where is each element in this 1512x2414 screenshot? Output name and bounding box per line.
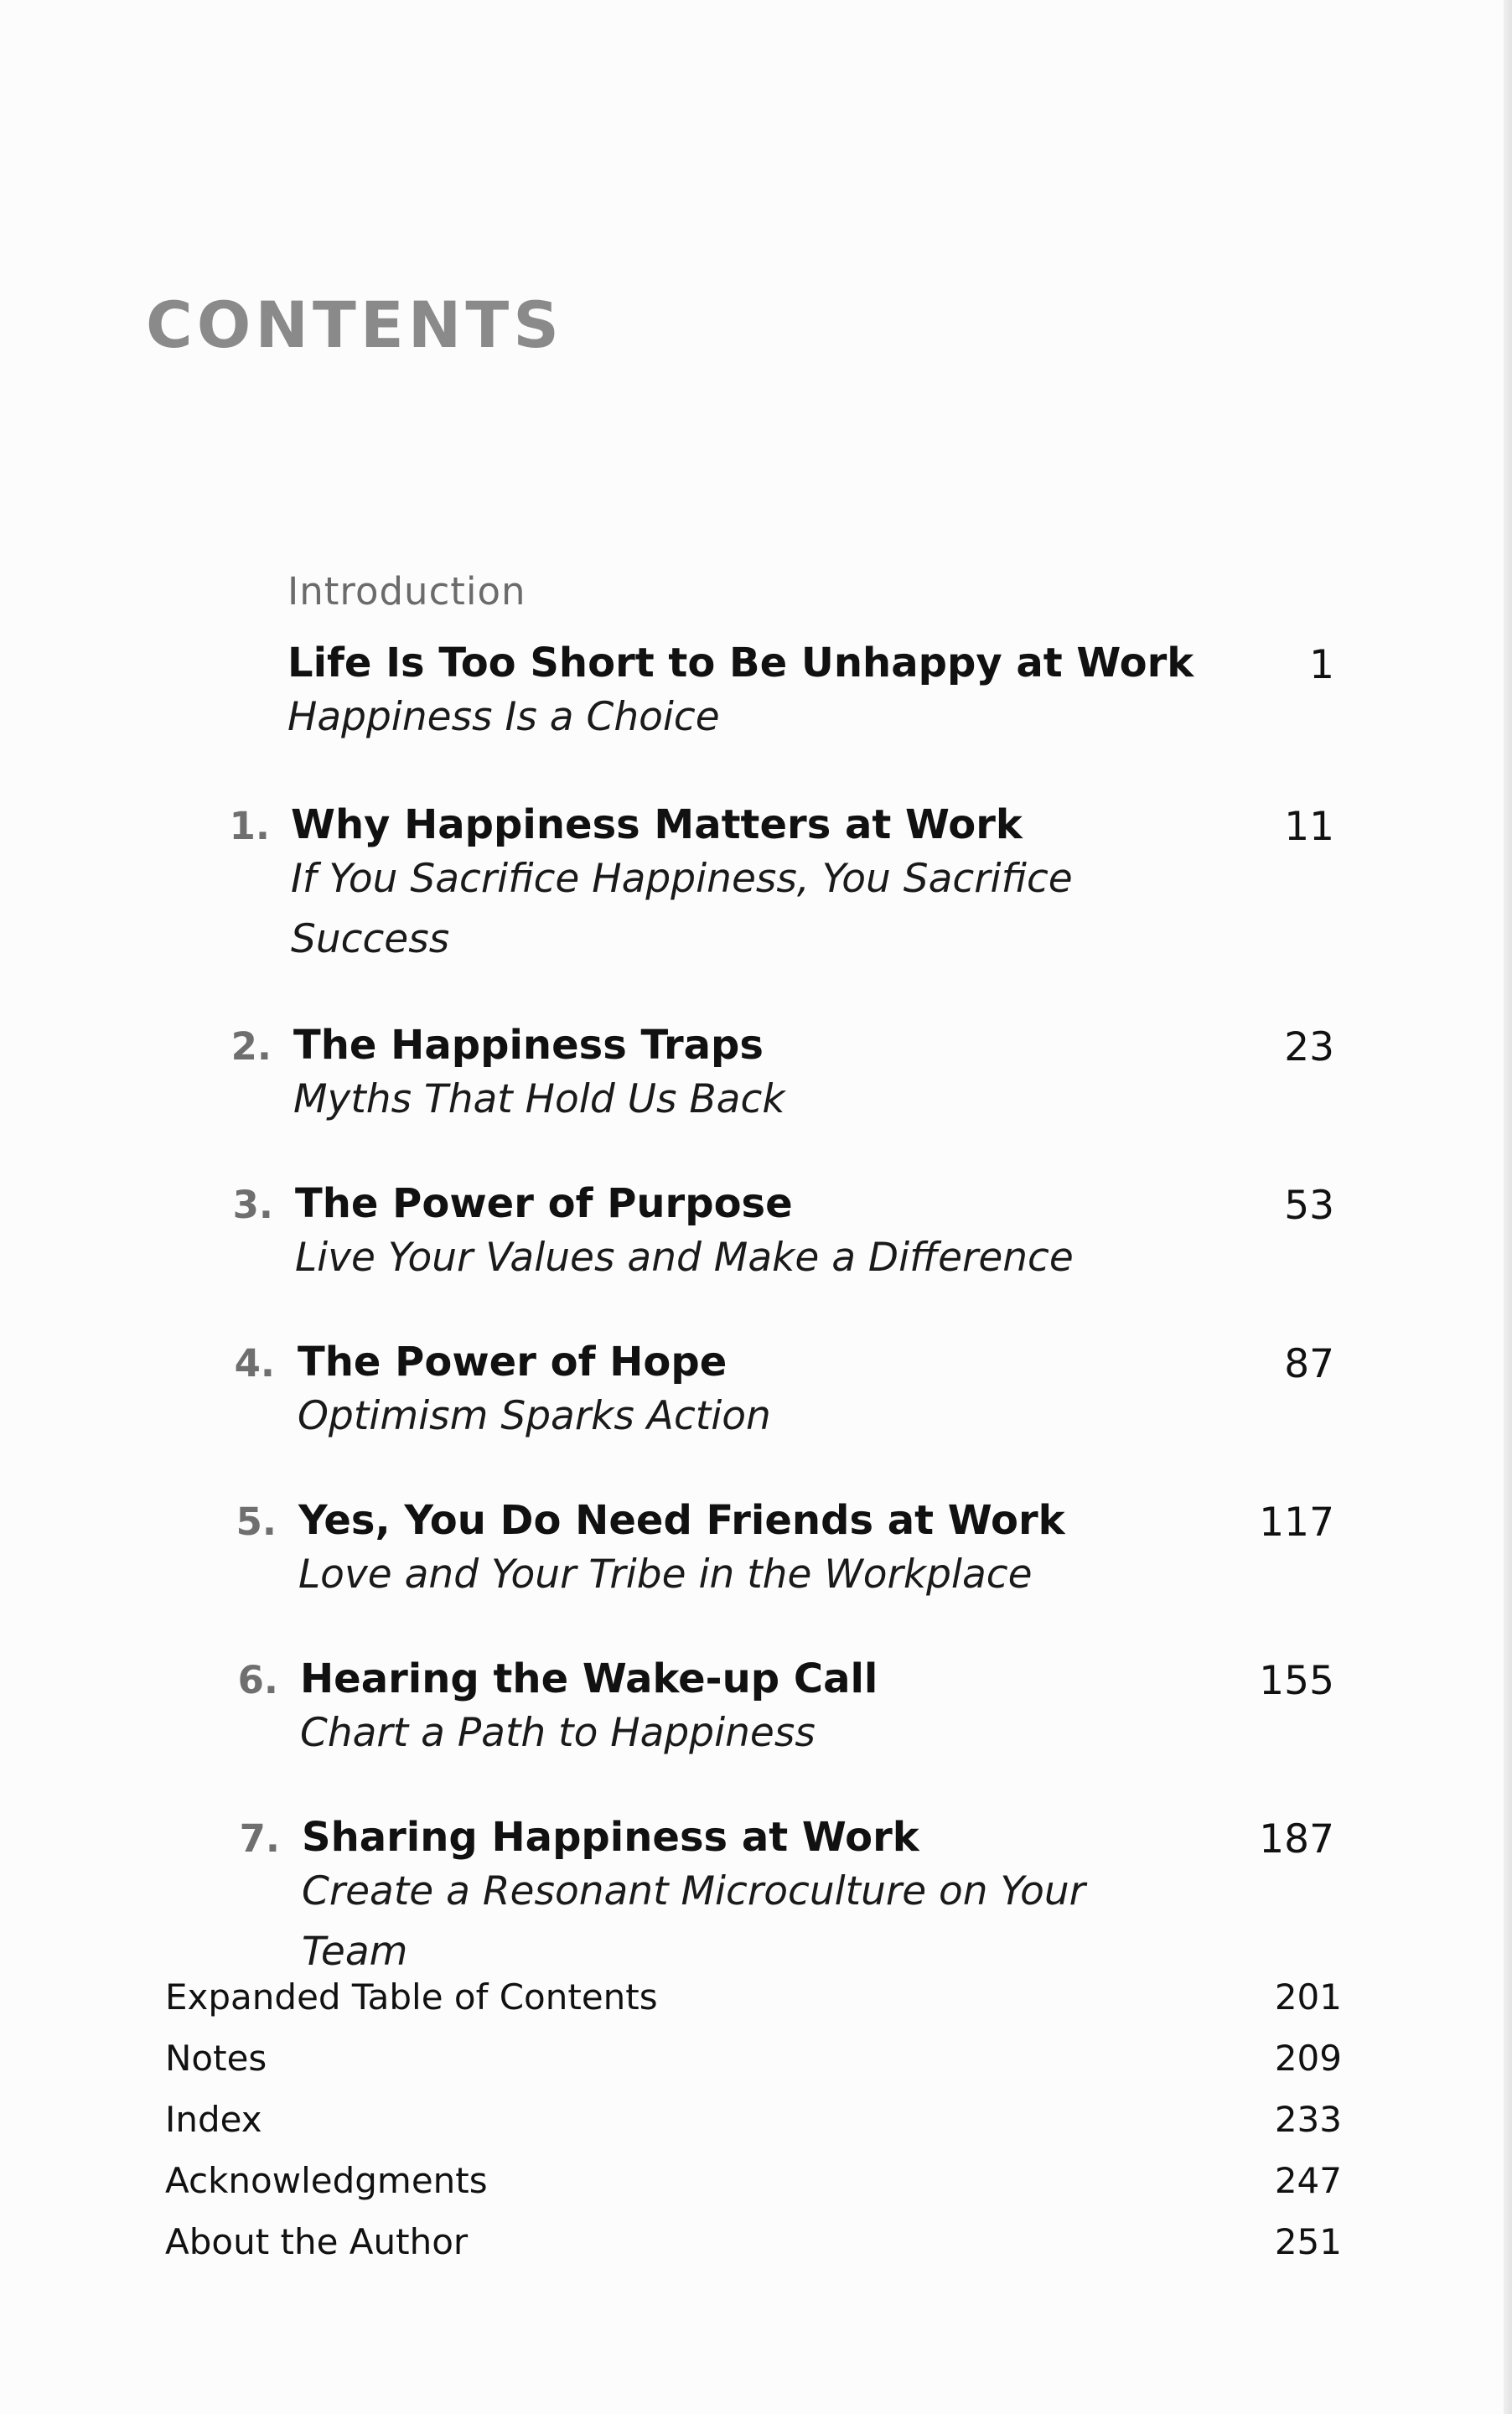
back-matter-expanded-toc bbox=[165, 1976, 1342, 2030]
entry-page-number: 53 bbox=[1284, 1183, 1334, 1229]
entry-page-number: 11 bbox=[1284, 804, 1334, 850]
chapter-number: 1. bbox=[229, 804, 270, 848]
entry-title: The Power of Purpose bbox=[295, 1180, 793, 1227]
back-matter-index bbox=[165, 2099, 1342, 2152]
entry-title: Hearing the Wake-up Call bbox=[300, 1655, 878, 1702]
entry-page-number: 155 bbox=[1259, 1658, 1334, 1704]
entry-page-number: 1 bbox=[1309, 642, 1334, 688]
entry-title: Yes, You Do Need Friends at Work bbox=[298, 1497, 1065, 1544]
back-matter-page: 247 bbox=[1274, 2160, 1342, 2201]
entry-title: Sharing Happiness at Work bbox=[302, 1814, 919, 1861]
chapter-number: 4. bbox=[234, 1341, 275, 1386]
back-matter-label: Notes bbox=[165, 2038, 267, 2079]
entry-title: The Happiness Traps bbox=[293, 1022, 764, 1069]
back-matter-acknowledgments bbox=[165, 2160, 1342, 2214]
entry-page-number: 23 bbox=[1284, 1024, 1334, 1070]
page-edge-shadow bbox=[1504, 0, 1512, 2414]
back-matter-label: Acknowledgments bbox=[165, 2160, 488, 2201]
entry-title: Life Is Too Short to Be Unhappy at Work bbox=[287, 640, 1194, 686]
entry-title: Why Happiness Matters at Work bbox=[291, 801, 1023, 848]
chapter-number: 2. bbox=[230, 1024, 272, 1069]
back-matter-about-author bbox=[165, 2221, 1342, 2275]
entry-subtitle: Myths That Hold Us Back bbox=[293, 1076, 785, 1122]
back-matter-page: 251 bbox=[1274, 2221, 1342, 2262]
entry-subtitle: Chart a Path to Happiness bbox=[300, 1710, 816, 1756]
entry-subtitle: Happiness Is a Choice bbox=[287, 694, 720, 740]
chapter-number: 6. bbox=[237, 1658, 278, 1702]
chapter-number: 5. bbox=[236, 1500, 277, 1544]
back-matter-page: 209 bbox=[1274, 2038, 1342, 2079]
entry-subtitle: If You Sacrifice Happiness, You Sacrifice Success bbox=[291, 856, 1073, 962]
entry-subtitle: Create a Resonant Microculture on Your Team bbox=[302, 1868, 1085, 1975]
back-matter-label: Index bbox=[165, 2099, 262, 2140]
page-heading: CONTENTS bbox=[146, 288, 563, 362]
back-matter-notes bbox=[165, 2038, 1342, 2091]
chapter-number: 3. bbox=[232, 1183, 273, 1227]
entry-page-number: 87 bbox=[1284, 1341, 1334, 1387]
back-matter-page: 201 bbox=[1274, 1976, 1342, 2018]
entry-subtitle: Live Your Values and Make a Difference bbox=[295, 1235, 1074, 1281]
entry-title: The Power of Hope bbox=[298, 1339, 728, 1386]
entry-page-number: 187 bbox=[1259, 1816, 1334, 1862]
intro-label: Introduction bbox=[287, 569, 526, 614]
entry-page-number: 117 bbox=[1259, 1500, 1334, 1546]
entry-subtitle: Love and Your Tribe in the Workplace bbox=[298, 1551, 1033, 1598]
entry-subtitle: Optimism Sparks Action bbox=[298, 1393, 771, 1439]
back-matter-page: 233 bbox=[1274, 2099, 1342, 2140]
back-matter-label: Expanded Table of Contents bbox=[165, 1976, 658, 2018]
back-matter-label: About the Author bbox=[165, 2221, 469, 2262]
chapter-number: 7. bbox=[239, 1816, 280, 1861]
